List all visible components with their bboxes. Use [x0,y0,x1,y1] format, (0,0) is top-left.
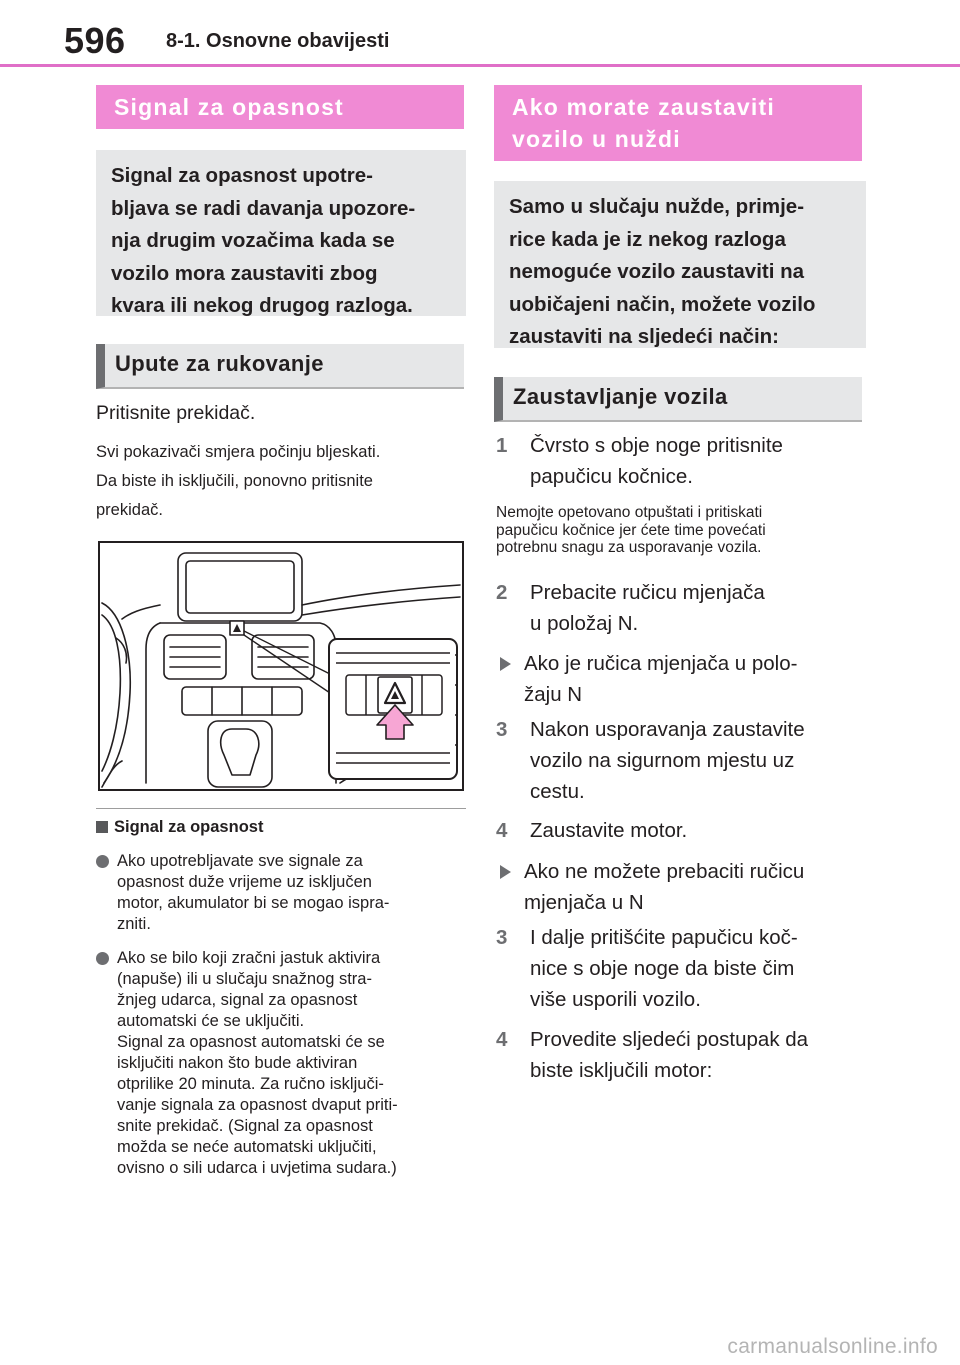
square-bullet-icon [96,821,108,833]
intro-line: nja drugim vozačima kada se [111,229,395,252]
instruction-detail [96,438,466,525]
condition-line: mjenjača u N [524,891,644,914]
detail-line: Svi pokazivači smjera počinju bljeskati. [96,443,381,461]
intro-line: zaustaviti na sljedeći način: [509,325,780,348]
note-line: papučicu kočnice jer ćete time povećati [496,521,766,539]
intro-box-hazard [96,150,466,316]
step-4-neutral [496,815,866,846]
page-number: 596 [64,20,126,61]
subsection-title-text: Zaustavljanje vozila [513,384,728,409]
bullet-line: opasnost duže vrijeme uz isključen [117,873,372,891]
intro-line: uobičajeni način, možete vozilo [509,292,816,316]
dashboard-drawing [100,543,462,789]
triangle-pointer-icon [500,865,511,879]
step-number: 3 [496,926,508,949]
step-line: papučicu kočnice. [530,465,693,488]
intro-line: rice kada je iz nekog razloga [509,227,786,251]
step-line: I dalje pritišćite papučicu koč- [530,926,798,949]
bullet-line: (napuše) ili u slučaju snažnog stra- [117,970,372,988]
instruction-text: Pritisnite prekidač. [96,402,256,424]
header-divider [0,64,960,67]
step-line: u položaj N. [530,612,639,635]
round-bullet-icon [96,952,109,965]
step-line: Nakon usporavanja zaustavite [530,718,805,741]
intro-line: nemoguće vozilo zaustaviti na [509,260,805,283]
intro-box-emergency [494,181,866,348]
bullet-line: isključiti nakon što bude aktiviran [117,1054,358,1072]
detail-line: prekidač. [96,501,163,519]
step-line: cestu. [530,780,585,803]
intro-line: Samo u slučaju nužde, primje- [509,195,805,218]
bullet-line: motor, akumulator bi se mogao ispra- [117,894,390,912]
watermark: carmanualsonline.info [727,1335,938,1358]
step-line: vozilo na sigurnom mjestu uz [530,749,795,772]
bullet-line: zniti. [117,915,151,933]
condition-neutral-possible [496,648,866,710]
triangle-pointer-icon [500,657,511,671]
gear-lever [221,729,259,775]
detail-line: Da biste ih isključili, ponovno pritisnite [96,472,373,490]
bullet-line: otprilike 20 minuta. Za ručno isključi- [117,1075,384,1093]
round-bullet-icon [96,855,109,868]
step-number: 2 [496,581,508,604]
step-line: Čvrsto s obje noge pritisnite [530,434,783,457]
step-4-engine-off [496,1024,866,1086]
bullet-line: snite prekidač. (Signal za opasnost [117,1117,373,1135]
note-bullet [96,851,468,935]
bullet-line: Ako upotrebljavate sve signale za [117,852,363,870]
section-title-line: Ako morate zaustaviti [512,94,775,120]
condition-line: žaju N [524,683,583,706]
intro-line: bljava se radi davanja upozore- [111,196,416,220]
chapter-title: 8-1. Osnovne obavijesti [166,30,390,52]
bullet-line: možda se neće automatski uključiti, [117,1138,377,1156]
note-bullet [96,948,472,1179]
step-1 [496,430,866,492]
subsection-title-text: Upute za rukovanje [115,351,324,376]
subsection-title-operation [96,344,464,389]
intro-line: kvara ili nekog drugog razloga. [111,294,413,317]
step-1-note [496,504,866,557]
step-number: 4 [496,819,508,842]
intro-line: vozilo mora zaustaviti zbog [111,261,378,285]
section-title-text: Signal za opasnost [114,94,344,120]
section-title-hazard [96,85,464,129]
step-number: 3 [496,718,508,741]
step-line: nice s obje noge da biste čim [530,957,795,980]
section-title-line: vozilo u nuždi [512,126,681,152]
condition-line: Ako ne možete prebaciti ručicu [524,860,805,883]
note-heading-text: Signal za opasnost [114,818,264,836]
steering-wheel [102,603,130,783]
step-line: Zaustavite motor. [530,819,688,842]
step-2 [496,577,866,639]
step-line: Provedite sljedeći postupak da [530,1028,809,1051]
note-heading [96,818,263,837]
bullet-line: vanje signala za opasnost dvaput priti- [117,1096,398,1114]
subsection-title-stopping [494,377,862,422]
step-line: Prebacite ručicu mjenjača [530,581,765,604]
bullet-line: automatski će se uključiti. [117,1012,305,1030]
note-divider [96,808,466,809]
step-3-neutral [496,714,866,807]
bullet-line: žnjeg udarca, signal za opasnost [117,991,358,1009]
dashboard-illustration [98,541,464,791]
note-line: potrebnu snagu za usporavanje vozila. [496,539,762,556]
bullet-line: Ako se bilo koji zračni jastuk aktivira [117,949,381,967]
bullet-line: ovisno o sili udarca i uvjetima sudara.) [117,1159,397,1177]
step-line: više usporili vozilo. [530,988,701,1011]
condition-line: Ako je ručica mjenjača u polo- [524,652,798,675]
step-number: 4 [496,1028,508,1051]
note-line: Nemojte opetovano otpuštati i pritiskati [496,504,763,521]
condition-neutral-impossible [496,856,866,918]
step-line: biste isključili motor: [530,1059,713,1082]
section-title-emergency-stop [494,85,862,161]
step-3-brake [496,922,866,1015]
step-number: 1 [496,434,508,457]
bullet-line: Signal za opasnost automatski će se [117,1033,385,1051]
intro-line: Signal za opasnost upotre- [111,164,373,187]
infotainment-screen [178,553,302,621]
